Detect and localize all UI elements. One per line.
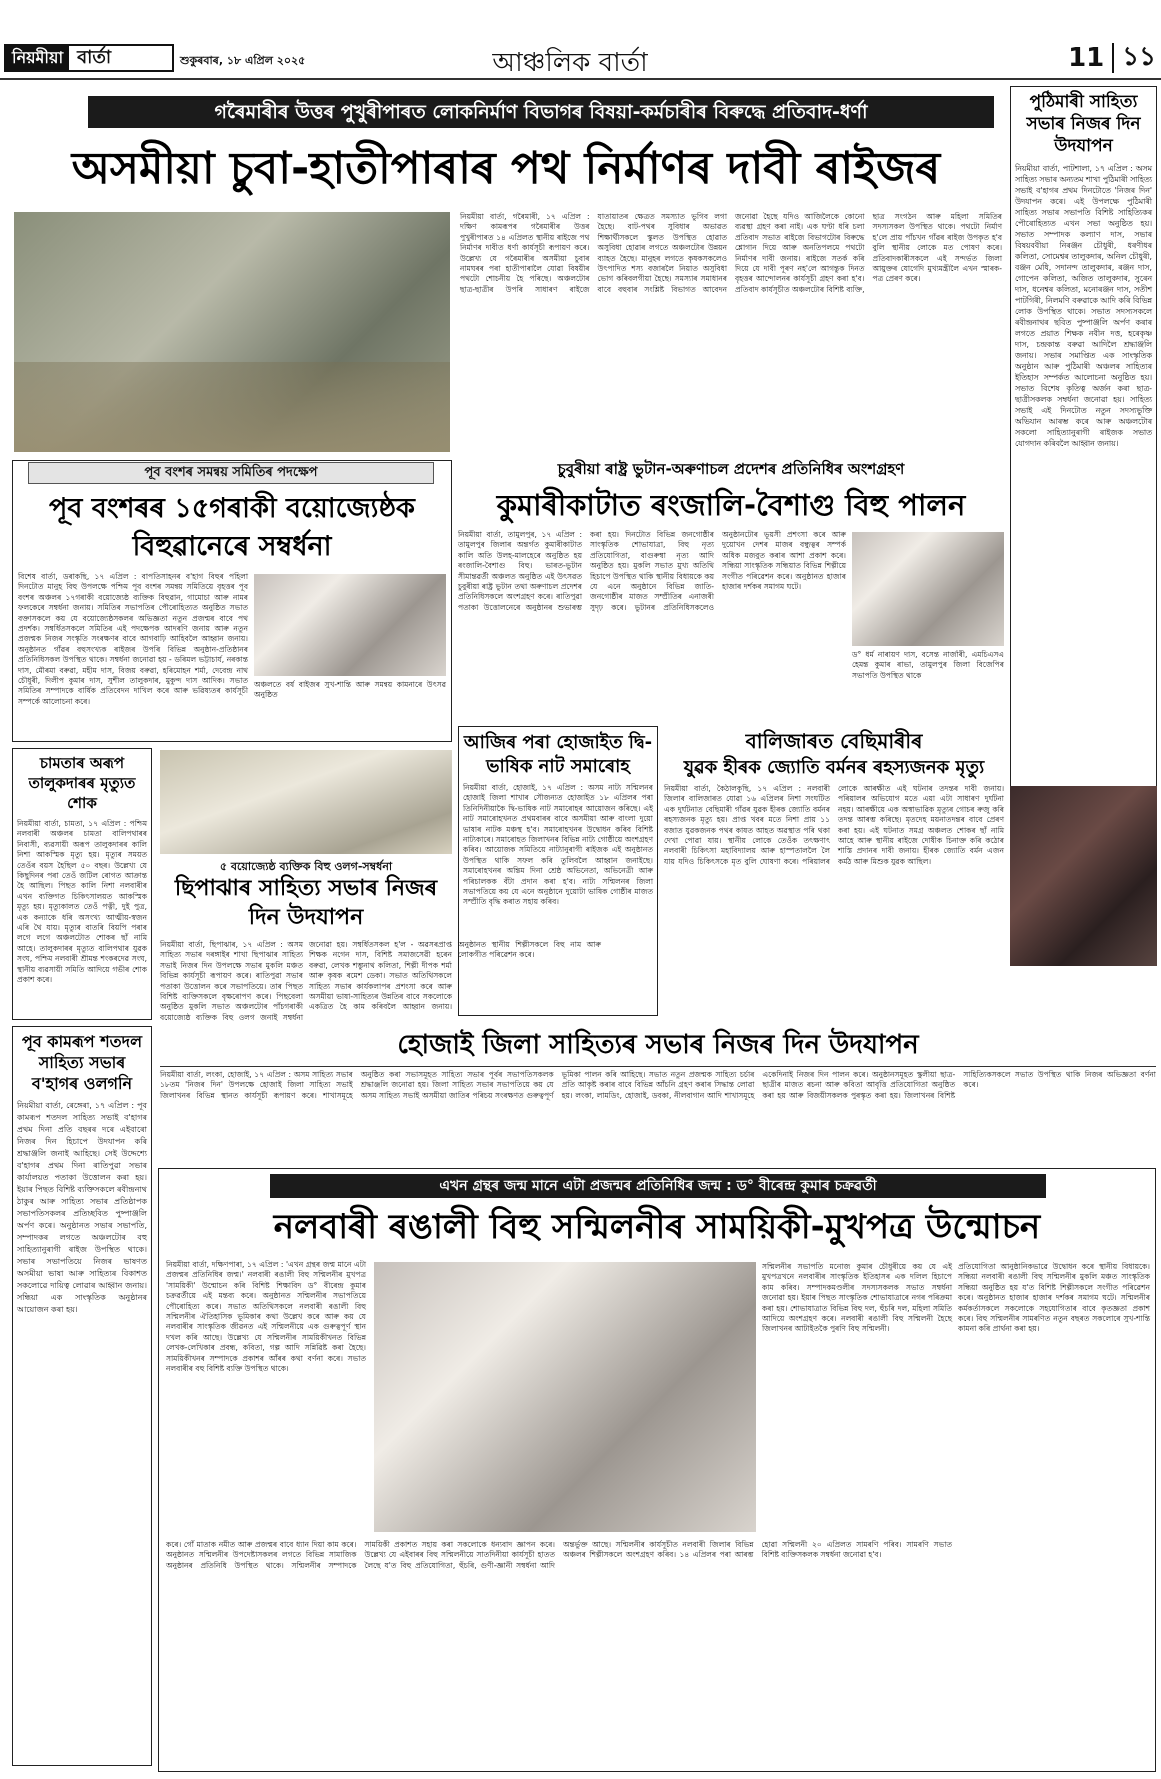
hojai-natak-body: নিয়মীয়া বাৰ্তা, হোজাই, ১৭ এপ্ৰিল : অসম নাট্য সন্মিলনৰ হোজাই জিলা শাখাৰ সৌজন্যত হোজাইত ১৮ এপ্ৰিলৰ পৰা তিনিদিনীয়াকৈ দ্বি-ভাষিক নাট সমাৰোহৰ আয়োজন কৰিছে। এই নাট সমাৰোহখনত প্ৰথমবাৰৰ বাবে অসমীয়া আৰু বাংলা দুয়ো ভাষাৰ নাটক মঞ্চস্থ হ'ব। সমাৰোহখনৰ উদ্বোধন কৰিব বিশিষ্ট নাট্যকাৰে। সমাৰোহত জিলাখনৰ বিভিন্ন নাট্য গোষ্ঠীয়ে অংশগ্ৰহণ কৰিব। আয়োজক সমিতিয়ে নাট্যানুৰাগী ৰাইজক এই অনুষ্ঠানত উপস্থিত থাকি সফল কৰি তুলিবলৈ আহ্বান জনাইছে। সমাৰোহখনৰ অন্তিম দিনা শ্ৰেষ্ঠ অভিনেতা, অভিনেত্ৰী আৰু পৰিচালকক বঁটা প্ৰদান কৰা হ'ব। নাট্য সন্মিলনৰ জিলা সভাপতিয়ে কয় যে এনে অনুষ্ঠানে দুয়োটা ভাষিক গোষ্ঠীৰ মাজত সম্প্ৰীতি বৃদ্ধি কৰাত সহায় কৰিব। <box>463 783 653 907</box>
logo-right: বাৰ্তা <box>77 47 112 68</box>
bihu-kumari-photo <box>852 532 1004 646</box>
nalbari-photo <box>374 1262 756 1532</box>
chhipajhar-body: নিয়মীয়া বাৰ্তা, ছিপাঝাৰ, ১৭ এপ্ৰিল : অসম সাহিত্য সভাৰ দৰঙ্গাইৰ শাখা ছিপাঝাৰ সাহিত্য সভাই নিজৰ দিন উপলক্ষে সভাৰ মুকলি মঞ্চত বিভিন্ন কাৰ্যসূচী ৰূপায়ণ কৰে। ৰাতিপুৱা সভাৰ পতাকা উত্তোলন কৰে সভাপতিয়ে। তাৰ পিছত বিশিষ্ট ব্যক্তিসকলে বৃক্ষৰোপণ কৰে। পিছবেলা অনুষ্ঠিত মুকলি সভাত অঞ্চলটোৰ পাঁচগৰাকী বয়োজ্যেষ্ঠ ব্যক্তিক বিহু ওলগ জনাই সম্বৰ্ধনা জনোৱা হয়। সম্বৰ্ধিতসকল হ'ল - অৱসৰপ্ৰাপ্ত শিক্ষক নগেন দাস, বিশিষ্ট সমাজসেৱী হৰেন বৰুৱা, লেখক শম্ভুনাথ কলিতা, শিল্পী দীপক শৰ্মা আৰু কৃষক ৰমেশ ডেকা। সভাত অতিথিসকলে সাহিত্য সভাৰ কাৰ্যকলাপৰ প্ৰশংসা কৰে আৰু অসমীয়া ভাষা-সাহিত্যৰ উন্নতিৰ বাবে সকলোকে একত্ৰিত হৈ কাম কৰিবলৈ আহ্বান জনায়। অনুষ্ঠানত স্থানীয় শিল্পীসকলে বিহু নাম আৰু লোকগীত পৰিৱেশন কৰে। <box>160 940 601 1022</box>
right-column-headline: পুঠিমাৰী সাহিত্য সভাৰ নিজৰ দিন উদযাপন <box>1026 92 1141 156</box>
bihu-kumari-kicker: চুবুৰীয়া ৰাষ্ট্ৰ ভুটান-অৰুণাচল প্ৰদেশৰ প্ৰতিনিধিৰ অংশগ্ৰহণ <box>557 460 905 478</box>
bihu-kumari-caption: ড° ধৰ্ম নাৰায়ণ দাস, বসেন্ত নাৰ্জাৰী, এমচিএসএ হেমন্ত কুমাৰ ৰাভা, তামুলপুৰ জিলা বিজেপিৰ সভাপতি উপস্থিত থাকে <box>852 650 1004 680</box>
chamata-story <box>12 748 152 1020</box>
chhipajhar-photo <box>160 750 452 854</box>
purba-bangsha-photo <box>254 574 446 676</box>
right-column-body: নিয়মীয়া বাৰ্তা, পাটশালা, ১৭ এপ্ৰিল : অসম সাহিত্য সভাৰ অন্যতম শাখা পুঠিমাৰী সাহিত্য সভাই ব'হাগৰ প্ৰথম দিনটোতে 'নিজৰ দিন' উদযাপন কৰে। এই উপলক্ষে পুঠিমাৰী সাহিত্য সভাৰ সভাপতি বিশিষ্ট সাহিত্যিকৰ পৌৰোহিত্যত এখন সভা অনুষ্ঠিত হয়। সভাত সম্পাদক কল্যাণ দাস, সভাৰ বিষয়ববীয়া নিৰঞ্জন চৌধুৰী, ধৰণীধৰ কলিতা, সোমেশ্বৰ তালুকদাৰ, অনিল চৌধুৰী, বঞ্জন মেধি, সদানন্দ তালুকদাৰ, ৰঞ্জন দাস, গোপেন কলিতা, অজিত তালুকদাৰ, সুৰেন দাস, ধনেশ্বৰ কলিতা, মনোৰঞ্জন দাস, সতীশ পাটগিৰী, নিলমণি বৰুৱাকে আদি কৰি বিভিন্ন লোক উপস্থিত থাকে। সভাত সদস্যসকলে ৰবীন্দ্ৰনাথৰ ছবিত পুষ্পাঞ্জলি অৰ্পণ কৰাৰ লগতে প্ৰয়াত শিক্ষক নবীন দত্ত, হৰেকৃষ্ণ দাস, চন্দ্ৰকান্ত বৰুৱা আদিলৈ শ্ৰদ্ধাঞ্জলি জনায়। সভাৰ সমাপ্তিত এক সাংস্কৃতিক অনুষ্ঠান আৰু পুঠিমাৰী অঞ্চলৰ সাহিত্যৰ ইতিহাস সম্পৰ্কত আলোচনা অনুষ্ঠিত হয়। সভাত বিশেষ কৃতিত্ব অৰ্জন কৰা ছাত্ৰ-ছাত্ৰীসকলক সম্বৰ্ধনা জনোৱা হয়। সাহিত্য সভাই এই দিনটোত নতুন সদস্যভুক্তি অভিযান আৰম্ভ কৰে আৰু অঞ্চলটোৰ সকলো সাহিত্যানুৰাগী ৰাইজক সভাত যোগদান কৰিবলৈ আহ্বান জনায়। <box>1015 164 1152 448</box>
purba-kamrup-body: নিয়মীয়া বাৰ্তা, ৰেঙ্গেৰা, ১৭ এপ্ৰিল : পূব কামৰূপ শতদল সাহিত্য সভাই ব'হাগৰ প্ৰথম দিনা প্ৰতি বছৰৰ দৰে এইবাৰো নিজৰ দিন হিচাপে উদযাপন কৰি শ্ৰদ্ধাঞ্জলি জনাই আহিছে। সেই উদ্দেশ্যে ব'হাগৰ প্ৰথম দিনা ৰাতিপুৱা সভাৰ কাৰ্যালয়ত পতাকা উত্তোলন কৰা হয়। ইয়াৰ পিছত বিশিষ্ট ব্যক্তিসকলে ৰবীন্দ্ৰনাথ ঠাকুৰ আৰু সাহিত্য সভাৰ প্ৰতিষ্ঠাপক সভাপতিসকলৰ প্ৰতিচ্ছবিত পুষ্পাঞ্জলি অৰ্পণ কৰে। অনুষ্ঠানত সভাৰ সভাপতি, সম্পাদকৰ লগতে অঞ্চলটোৰ বহু সাহিত্যানুৰাগী ৰাইজ উপস্থিত থাকে। সভাৰ সভাপতিয়ে নিজৰ ভাষণত অসমীয়া ভাষা আৰু সাহিত্যৰ বিকাশত সকলোৱে দায়িত্ব লোৱাৰ আহ্বান জনায়। সন্ধিয়া এক সাংস্কৃতিক অনুষ্ঠানৰ আয়োজন কৰা হয়। <box>17 1101 147 1314</box>
purba-bangsha-body: বিশেষ বাৰ্তা, ডৰাকছি, ১৭ এপ্ৰিল : বাপতিসাহনৰ ব'হাগ বিহুৰ পহিলা দিনটোত মানুহ বিহু উপলক্ষে পশ্চিম পূব বংশৰ সমন্বয় সমিতিয়ে বৃহত্তৰ পূব বংশৰ অঞ্চলৰ ১৭গৰাকী বয়োজ্যেষ্ঠ ব্যক্তিক বিহুৱান, গামোচা আৰু নামৰ ফলকেৰে সম্বৰ্ধনা জনায়। সমিতিৰ সভাপতিৰ পৌৰোহিত্যত অনুষ্ঠিত সভাত বক্তাসকলে কয় যে বয়োজ্যেষ্ঠসকলৰ অভিজ্ঞতা নতুন প্ৰজন্মৰ বাবে পথ প্ৰদৰ্শক। সম্বৰ্ধিতসকলে সমিতিৰ এই পদক্ষেপক আদৰণি জনায় আৰু নতুন প্ৰজন্মক নিজৰ সংস্কৃতি সংৰক্ষণৰ বাবে আগবাঢ়ি আহিবলৈ আহ্বান জনায়। অনুষ্ঠানত গাঁৱৰ বহুসংখ্যক ৰাইজৰ উপৰি বিভিন্ন অনুষ্ঠান-প্ৰতিষ্ঠানৰ প্ৰতিনিধিসকল উপস্থিত থাকে। সম্বৰ্ধনা জনোৱা হয় - ডৰিমল ভট্টাচাৰ্য, নৰকান্ত দাস, মৌৰমা বৰুৱা, মহীম দাস, বিজয় বৰুৱা, হৰিমোহন শৰ্মা, দেবেন্দ্ৰ নাথ চৌধুৰী, দিলীপ কুমাৰ দাস, সুশীল তালুকদাৰ, মুকুন্দ দাস আদিক। সভাত সমিতিৰ সম্পাদকে বাৰ্ষিক প্ৰতিবেদন দাখিল কৰে আৰু ভৱিষ্যতৰ কাৰ্যসূচী সম্পৰ্কে আলোচনা কৰে। <box>18 572 248 706</box>
balijar-portrait <box>1010 786 1157 966</box>
page-number-local: ১১ <box>1122 42 1156 72</box>
nalbari-body-2: কৰে। গোঁ মাতাক নমীত আৰু প্ৰজন্মৰ বাবে ধ্যান দিয়া কাম কৰে। অনুষ্ঠানত সন্মিলনীৰ উপদেষ্টাসকলৰ লগতে বিভিন্ন সামাজিক অনুষ্ঠানৰ প্ৰতিনিধি উপস্থিত থাকে। সন্মিলনীৰ সম্পাদকে সাময়িকী প্ৰকাশত সহায় কৰা সকলোকে ধন্যবাদ জ্ঞাপন কৰে। উল্লেখ্য যে এইবাৰৰ বিহু সন্মিলনীয়ে সাতদিনীয়া কাৰ্যসূচী হাতত লৈছে য'ত বিহু প্ৰতিযোগিতা, হুঁচৰি, গুণী-জ্ঞানী সম্বৰ্ধনা আদি অন্তৰ্ভুক্ত আছে। সন্মিলনীৰ কাৰ্যসূচীত নলবাৰী জিলাৰ বিভিন্ন অঞ্চলৰ শিল্পীসকলে অংশগ্ৰহণ কৰিব। ১৪ এপ্ৰিলৰ পৰা আৰম্ভ হোৱা সন্মিলনী ২০ এপ্ৰিলত সামৰণি পৰিব। সামৰণি সভাত বিশিষ্ট ব্যক্তিসকলক সম্বৰ্ধনা জনোৱা হ'ব। <box>166 1540 952 1570</box>
hojai-sahitya-rule <box>160 1066 1156 1067</box>
page-number-latin: 11 <box>1068 43 1105 73</box>
lead-photo-ground <box>14 362 450 452</box>
lead-photo <box>14 212 450 452</box>
masthead <box>0 0 1161 82</box>
logo-left: নিয়মীয়া <box>6 46 69 70</box>
hojai-sahitya-headline: হোজাই জিলা সাহিত্যৰ সভাৰ নিজৰ দিন উদযাপন <box>397 1030 919 1060</box>
purba-bangsha-headline: পূব বংশৰৰ ১৫গৰাকী বয়োজ্যেষ্ঠক বিহুৱানেৰে সম্বৰ্ধনা <box>49 493 415 562</box>
balijar-headline: যুৱক হীৰক জ্যোতি বৰ্মনৰ ৰহস্যজনক মৃত্যু <box>683 757 985 778</box>
nalbari-headline: নলবাৰী ৰঙালী বিহু সন্মিলনীৰ সাময়িকী-মুখপত্ৰ উন্মোচন <box>273 1207 1041 1247</box>
chamata-body: নিয়মীয়া বাৰ্তা, চামতা, ১৭ এপ্ৰিল : পশ্চিম নলবাৰী অঞ্চলৰ চামতা বালিপথাৰৰ নিবাসী, ব্যৱসায়ী অৰূপ তালুকদাৰৰ কালি নিশা আকস্মিক মৃত্যু হয়। মৃত্যুৰ সময়ত তেওঁৰ বয়স হৈছিল ৫০ বছৰ। উল্লেখ্য যে কিছুদিনৰ পৰা তেওঁ জটিল ৰোগত আক্ৰান্ত হৈ আছিল। পিছত কালি নিশা নলবাৰীৰ এখন ব্যক্তিগত চিকিৎসালয়ত আকস্মিক মৃত্যু হয়। মৃত্যুকালত তেওঁ পত্নী, দুই পুত্ৰ, এক কন্যাকে ধৰি অসংখ্য আত্মীয়-স্বজন এৰি থৈ যায়। মৃত্যুৰ বাতৰি বিয়পি পৰাৰ লগে লগে অঞ্চলটোত শোকৰ ছাঁ নামি আহে। তালুকদাৰৰ মৃত্যুত বালিপথাৰ যুৱক সংঘ, পশ্চিম নলবাৰী শ্ৰীমন্ত শংকৰদেৱ সংঘ, স্থানীয় ব্যৱসায়ী সমিতি আদিয়ে গভীৰ শোক প্ৰকাশ কৰে। <box>17 819 147 985</box>
purba-bangsha-kicker: পূব বংশৰ সমন্বয় সমিতিৰ পদক্ষেপ <box>28 462 434 484</box>
bihu-kumari-headline: কুমাৰীকাটাত ৰংজালি-বৈশাগু বিহু পালন <box>496 488 966 522</box>
bihu-kumari-body: নিয়মীয়া বাৰ্তা, তামুলপুৰ, ১৭ এপ্ৰিল : তামুলপুৰ জিলাৰ অন্তৰ্গত কুমাৰীকাটাত কালি অতি উলহ-মালহেৰে অনুষ্ঠিত হয় ৰংজালি-বৈশাগু বিহু। ভাৰত-ভুটান সীমান্তৱৰ্তী অঞ্চলত অনুষ্ঠিত এই উৎসৱত চুবুৰীয়া ৰাষ্ট্ৰ ভুটান তথা অৰুণাচল প্ৰদেশৰ প্ৰতিনিধিসকলে অংশগ্ৰহণ কৰে। ৰাতিপুৱা পতাকা উত্তোলনেৰে অনুষ্ঠানৰ শুভাৰম্ভ কৰা হয়। দিনটোত বিভিন্ন জনগোষ্ঠীৰ সাংস্কৃতিক শোভাযাত্ৰা, বিহু নৃত্য প্ৰতিযোগিতা, বাগুৰুম্বা নৃত্য আদি অনুষ্ঠিত হয়। মুকলি সভাত মুখ্য অতিথি হিচাপে উপস্থিত থাকি স্থানীয় বিধায়কে কয় যে এনে অনুষ্ঠানে বিভিন্ন জাতি-জনগোষ্ঠীৰ মাজত সম্প্ৰীতিৰ এনাজৰী সুদৃঢ় কৰে। ভুটানৰ প্ৰতিনিধিসকলেও অনুষ্ঠানটোৰ ভূয়সী প্ৰশংসা কৰে আৰু দুয়োখন দেশৰ মাজৰ বন্ধুত্বৰ সম্পৰ্ক অধিক মজবুত কৰাৰ আশা প্ৰকাশ কৰে। সন্ধিয়া সাংস্কৃতিক সন্ধিয়াত বিভিন্ন শিল্পীয়ে সংগীত পৰিৱেশন কৰে। অনুষ্ঠানত হাজাৰ হাজাৰ দৰ্শকৰ সমাগম ঘটে। <box>458 530 846 612</box>
page-number <box>1020 40 1156 76</box>
masthead-rule <box>0 78 1161 80</box>
hojai-natak-headline: আজিৰ পৰা হোজাইত দ্বি-ভাষিক নাট সমাৰোহ <box>463 732 653 777</box>
lead-headline: অসমীয়া চুবা-হাতীপাৰাৰ পথ নিৰ্মাণৰ দাবী ৰাইজৰ <box>71 143 941 194</box>
chhipajhar-headline: ছিপাঝাৰ সাহিত্য সভাৰ নিজৰ দিন উদযাপন <box>174 876 438 930</box>
nalbari-body-4: প্ৰতিযোগিতা আনুষ্ঠানিকভাৱে উদ্বোধন কৰে স্থানীয় বিধায়কে। সন্ধিয়া নলবাৰী ৰঙালী বিহু সন্মিলনীৰ মুকলি মঞ্চত সাংস্কৃতিক সন্ধিয়া অনুষ্ঠিত হয় য'ত বিশিষ্ট শিল্পীসকলে সংগীত পৰিৱেশন কৰে। অনুষ্ঠানত হাজাৰ হাজাৰ দৰ্শকৰ সমাগম ঘটে। সন্মিলনীৰ কৰ্মকৰ্তাসকলে সকলোকে সহযোগিতাৰ বাবে কৃতজ্ঞতা প্ৰকাশ কৰে। বিহু সন্মিলনীৰ সামৰণিত নতুন বছৰত সকলোৰে সুখ-শান্তি কামনা কৰি প্ৰাৰ্থনা কৰা হয়। <box>958 1262 1150 1334</box>
page-number-divider <box>1112 43 1114 73</box>
chhipajhar-kicker: ৫ বয়োজ্যেষ্ঠ ব্যক্তিক বিহু ওলগ-সম্বৰ্ধনা <box>219 860 393 873</box>
nalbari-body-1: নিয়মীয়া বাৰ্তা, দক্ষিণপাৰা, ১৭ এপ্ৰিল : 'এখন গ্ৰন্থৰ জন্ম মানে এটা প্ৰজন্মৰ প্ৰতিনিধিৰ জন্ম।' নলবাৰী ৰঙালী বিহু সন্মিলনীৰ মুখপত্ৰ 'সাময়িকী' উন্মোচন কৰি বিশিষ্ট শিক্ষাবিদ ড° বীৰেন্দ্ৰ কুমাৰ চক্ৰৱৰ্তীয়ে এই মন্তব্য কৰে। অনুষ্ঠানত সন্মিলনীৰ সভাপতিয়ে পৌৰোহিত্য কৰে। সভাত অতিথিসকলে নলবাৰী ৰঙালী বিহু সন্মিলনীৰ ঐতিহাসিক ভূমিকাৰ কথা উল্লেখ কৰে আৰু কয় যে নলবাৰীৰ সাংস্কৃতিক জীৱনত এই সন্মিলনীয়ে এক গুৰুত্বপূৰ্ণ স্থান দখল কৰি আছে। উল্লেখ্য যে সন্মিলনীৰ সাময়িকীখনত বিভিন্ন লেখক-লেখিকাৰ প্ৰবন্ধ, কবিতা, গল্প আদি সন্নিৱিষ্ট কৰা হৈছে। সাময়িকীখনৰ সম্পাদকে প্ৰকাশৰ আঁৰৰ কথা বৰ্ণনা কৰে। সভাত নলবাৰীৰ বহু বিশিষ্ট ব্যক্তি উপস্থিত থাকে। <box>166 1260 366 1374</box>
issue-date: শুকুৰবাৰ, ১৮ এপ্ৰিল ২০২৫ <box>180 54 306 67</box>
balijar-body: নিয়মীয়া বাৰ্তা, কৈঠালকুছি, ১৭ এপ্ৰিল : নলবাৰী জিলাৰ বালিজাৰত যোৱা ১৬ এপ্ৰিলৰ নিশা সংঘটিত এক দুৰ্ঘটনাত বেছিমাৰী গাঁৱৰ যুৱক হীৰক জ্যোতি বৰ্মনৰ ৰহস্যজনক মৃত্যু হয়। প্ৰাপ্ত খবৰ মতে নিশা প্ৰায় ১১ বজাত যুৱকজনক পথৰ কাষত আহত অৱস্থাত পৰি থকা দেখা পোৱা যায়। স্থানীয় লোকে তেওঁক তৎক্ষণাৎ নলবাৰী চিকিৎসা মহাবিদ্যালয় আৰু হাস্পতাললৈ লৈ যায় যদিও চিকিৎসকে মৃত বুলি ঘোষণা কৰে। পৰিয়ালৰ লোকে আৰক্ষীত এই ঘটনাৰ তদন্তৰ দাবী জনায়। পৰিয়ালৰ অভিযোগ মতে এয়া এটা সাধাৰণ দুৰ্ঘটনা নহয়। আৰক্ষীয়ে এক অস্বাভাৱিক মৃত্যুৰ গোচৰ ৰুজু কৰি তদন্ত আৰম্ভ কৰিছে। মৃতদেহ ময়নাতদন্তৰ বাবে প্ৰেৰণ কৰা হয়। এই ঘটনাত সমগ্ৰ অঞ্চলত শোকৰ ছাঁ নামি আহে আৰু স্থানীয় ৰাইজে দোষীক চিনাক্ত কৰি কঠোৰ শাস্তি প্ৰদানৰ দাবী জনায়। হীৰক জ্যোতি বৰ্মন এজন কৰ্মঠ আৰু মিশুক যুৱক আছিল। <box>664 784 1004 866</box>
purba-kamrup-headline: পূব কামৰূপ শতদল সাহিত্য সভাৰ ব'হাগৰ ওলগনি <box>21 1032 143 1093</box>
logo <box>4 44 174 72</box>
nalbari-kicker: এখন গ্ৰন্থৰ জন্ম মানে এটা প্ৰজন্মৰ প্ৰতিনিধিৰ জন্ম : ড° বীৰেন্দ্ৰ কুমাৰ চক্ৰৱৰ্তী <box>270 1174 1046 1198</box>
hojai-sahitya-body: নিয়মীয়া বাৰ্তা, লংকা, হোজাই, ১৭ এপ্ৰিল : অসম সাহিত্য সভাৰ ১৮তম 'নিজৰ দিন' উপলক্ষে হোজাই জিলা সাহিত্য সভাই জিলাখনৰ বিভিন্ন স্থানত কাৰ্যসূচী ৰূপায়ণ কৰে। শাখাসমূহে অনুষ্ঠিত কৰা সভাসমূহত সাহিত্য সভাৰ পূৰ্বৰ সভাপতিসকলক শ্ৰদ্ধাঞ্জলি জনোৱা হয়। জিলা সাহিত্য সভাৰ সভাপতিয়ে কয় যে অসম সাহিত্য সভাই অসমীয়া জাতিৰ পৰিচয় সংৰক্ষণত গুৰুত্বপূৰ্ণ ভূমিকা পালন কৰি আহিছে। সভাত নতুন প্ৰজন্মক সাহিত্য চৰ্চাৰ প্ৰতি আকৃষ্ট কৰাৰ বাবে বিভিন্ন আঁচনি গ্ৰহণ কৰাৰ সিদ্ধান্ত লোৱা হয়। লংকা, লামডিং, হোজাই, ডবকা, নীলবাগান আদি শাখাসমূহে একেদিনাই নিজৰ দিন পালন কৰে। অনুষ্ঠানসমূহত স্কুলীয়া ছাত্ৰ-ছাত্ৰীৰ মাজত ৰচনা আৰু কবিতা আবৃত্তি প্ৰতিযোগিতা অনুষ্ঠিত কৰা হয় আৰু বিজয়ীসকলক পুৰস্কৃত কৰা হয়। জিলাখনৰ বিশিষ্ট সাহিত্যিকসকলে সভাত উপস্থিত থাকি নিজৰ অভিজ্ঞতা বৰ্ণনা কৰে। <box>160 1070 1156 1100</box>
chamata-headline: চামতাৰ অৰূপ তালুকদাৰৰ মৃত্যুত শোক <box>28 754 136 812</box>
purba-kamrup-story <box>12 1026 152 1766</box>
section-title: আঞ্চলিক বাৰ্তা <box>492 48 648 78</box>
top-banner: গৰৈমাৰীৰ উত্তৰ পুখুৰীপাৰত লোকনিৰ্মাণ বিভাগৰ বিষয়া-কৰ্মচাৰীৰ বিৰুদ্ধে প্ৰতিবাদ-ধৰ্ণা <box>88 96 994 128</box>
purba-bangsha-caption: অঞ্চলতে বৰ্ষ বাইজৰ সুখ-শান্তি আৰু সমন্বয় কামনাৰে উৎসৱ অনুষ্ঠিত <box>254 680 446 700</box>
lead-body: নিয়মীয়া বাৰ্তা, গৰৈমাৰী, ১৭ এপ্ৰিল : দক্ষিণ কামৰূপৰ গৰৈমাৰীৰ উত্তৰ পুখুৰীপাৰত ১৪ এপ্ৰিলত স্থানীয় ৰাইজে পথ নিৰ্মাণৰ দাবীত ধৰ্ণা কাৰ্যসূচী ৰূপায়ণ কৰে। উল্লেখ্য যে গৰৈমাৰীৰ অসমীয়া চুবাৰ নামঘৰৰ পৰা হাতীপাৰালৈ যোৱা বিষয়ীৰ পথটো শোচনীয় হৈ পৰিছে। অঞ্চলটোৰ ছাত্ৰ-ছাত্ৰীৰ উপৰি সাধাৰণ ৰাইজে যাতায়াতৰ ক্ষেত্ৰত সমস্যাত ভুগিব লগা হৈছে। বাট-পথৰ সুবিধাৰ অভাৱত শিক্ষাৰ্থীসকলে স্কুলত উপস্থিত হোৱাত অসুবিধা হোৱাৰ লগতে অঞ্চলটোৰ উন্নয়ন ব্যাহত হৈছে। মানুহৰ লগতে কৃষকসকলেও উৎপাদিত শস্য বজাৰলৈ নিয়াত অসুবিধা ভোগ কৰিবলগীয়া হৈছে। সমস্যাৰ সমাধানৰ বাবে বহুবাৰ সংশ্লিষ্ট বিভাগত আবেদন জনোৱা হৈছে যদিও আজিলৈকে কোনো ব্যৱস্থা গ্ৰহণ কৰা নাই। এক ঘণ্টা ধৰি চলা প্ৰতিবাদ সভাত ৰাইজে বিভাগটোৰ বিৰুদ্ধে শ্লোগান দিয়ে আৰু অনতিপলমে পথটো নিৰ্মাণৰ দাবী জনায়। ৰাইজে সতৰ্ক কৰি দিয়ে যে দাবী পূৰণ নহ'লে আগন্তুক দিনত বৃহত্তৰ আন্দোলনৰ কাৰ্যসূচী গ্ৰহণ কৰা হ'ব। প্ৰতিবাদ কাৰ্যসূচীত অঞ্চলটোৰ বিশিষ্ট ব্যক্তি, ছাত্ৰ সংগঠন আৰু মহিলা সমিতিৰ সদস্যসকল উপস্থিত থাকে। পথটো নিৰ্মাণ হ'লে প্ৰায় পাঁচখন গাঁৱৰ ৰাইজ উপকৃত হ'ব বুলি স্থানীয় লোকে মত পোষণ কৰে। প্ৰতিবাদকাৰীসকলে এই সন্দৰ্ভত জিলা আয়ুক্তৰ যোগেদি মুখ্যমন্ত্ৰীলৈ এখন স্মাৰক-পত্ৰ প্ৰেৰণ কৰে। <box>460 212 1002 294</box>
hojai-natak-story <box>458 726 658 1016</box>
nalbari-body-3: সন্মিলনীৰ সভাপতি মনোজ কুমাৰ চৌধুৰীয়ে কয় যে এই মুখপত্ৰখনে নলবাৰীৰ সাংস্কৃতিক ইতিহাসৰ এক দলিল হিচাপে কাম কৰিব। সম্পাদকমণ্ডলীৰ সদস্যসকলক সভাত সম্বৰ্ধনা জনোৱা হয়। ইয়াৰ পিছত সাংস্কৃতিক শোভাযাত্ৰাৰে নগৰ পৰিক্ৰমা কৰা হয়। শোভাযাত্ৰাত বিভিন্ন বিহু দল, হুঁচৰি দল, মহিলা সমিতি আদিয়ে অংশগ্ৰহণ কৰে। নলবাৰী ৰঙালী বিহু সন্মিলনী হৈছে জিলাখনৰ আটাইতকৈ পুৰণি বিহু সন্মিলনী। <box>762 1262 952 1334</box>
balijar-headline-top: বালিজাৰত বেছিমাৰীৰ <box>745 729 923 753</box>
